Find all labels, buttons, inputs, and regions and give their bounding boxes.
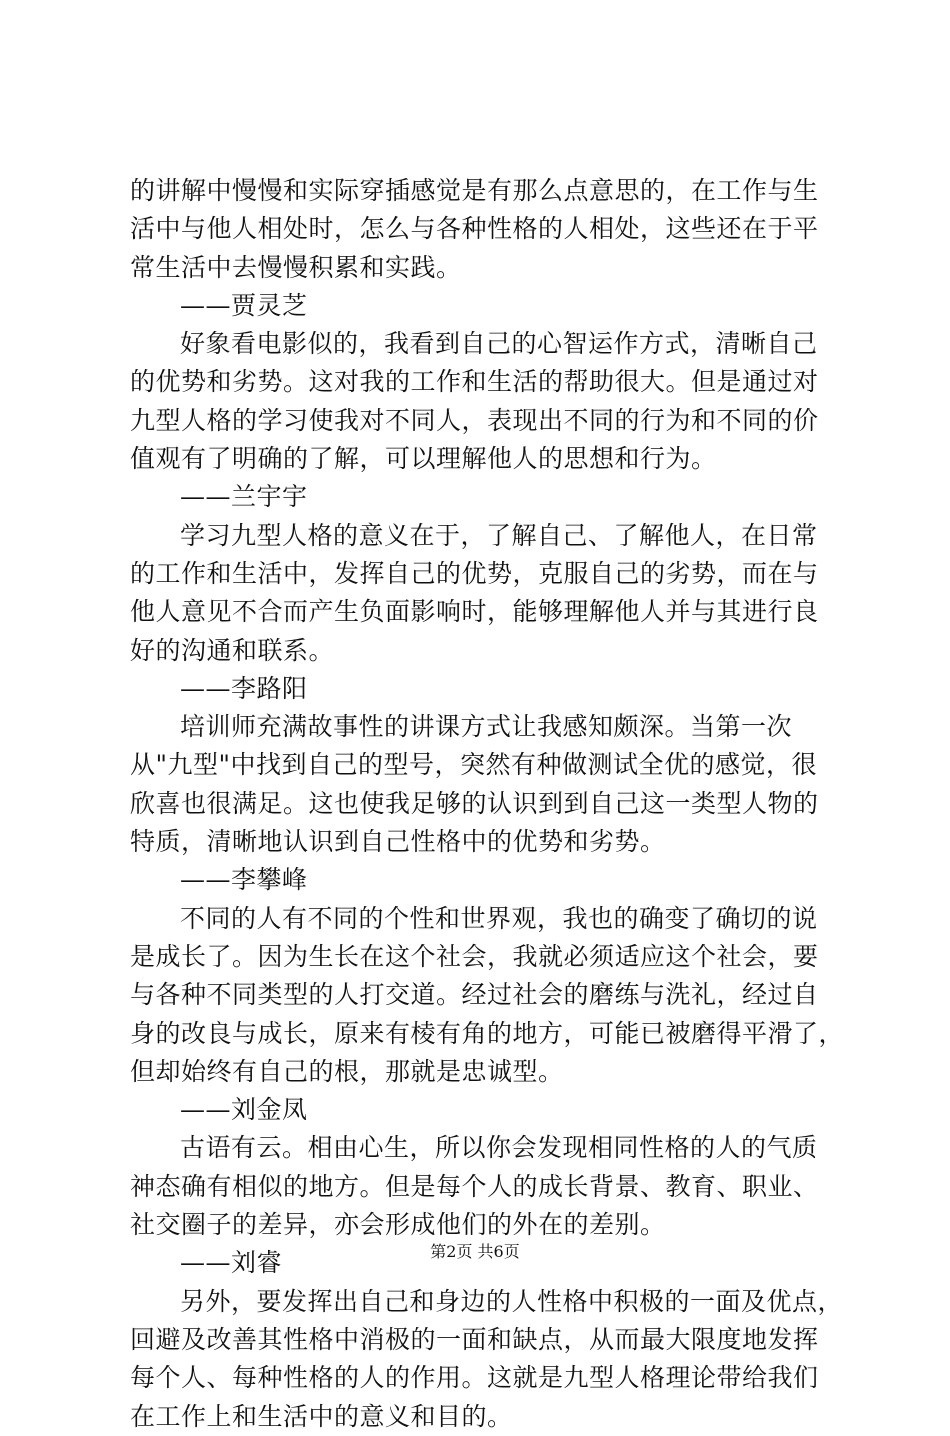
paragraph-first-line: 古语有云。相由心生，所以你会发现相同性格的人的气质 [180, 1133, 818, 1163]
signature-line: ——刘睿 [180, 1248, 283, 1278]
text-line: 的讲解中慢慢和实际穿插感觉是有那么点意思的，在工作与生 [130, 176, 819, 205]
text-line: 在工作上和生活中的意义和目的。 [130, 1401, 513, 1431]
paragraph-first-line: 不同的人有不同的个性和世界观，我也的确变了确切的说 [180, 903, 818, 933]
signature-line: ——李攀峰 [180, 865, 308, 895]
paragraph-first-line: 好象看电影似的，我看到自己的心智运作方式，清晰自己 [180, 329, 818, 359]
text-line: 的优势和劣势。这对我的工作和生活的帮助很大。但是通过对 [130, 367, 819, 397]
text-line: 欣喜也很满足。这也使我足够的认识到到自己这一类型人物的 [130, 788, 819, 818]
page-footer: 第2页 共6页 [430, 1242, 520, 1261]
text-line: 与各种不同类型的人打交道。经过社会的磨练与洗礼，经过自 [130, 980, 819, 1010]
text-line: 社交圈子的差异，亦会形成他们的外在的差别。 [130, 1210, 666, 1240]
text-line: 回避及改善其性格中消极的一面和缺点，从而最大限度地发挥 [130, 1324, 819, 1354]
text-line: 的工作和生活中，发挥自己的优势，克服自己的劣势，而在与 [130, 558, 819, 588]
text-line: 常生活中去慢慢积累和实践。 [130, 252, 462, 282]
text-line: 每个人、每种性格的人的作用。这就是九型人格理论带给我们 [130, 1363, 819, 1393]
paragraph-first-line: 学习九型人格的意义在于，了解自己、了解他人，在日常 [180, 520, 818, 550]
text-line: 活中与他人相处时，怎么与各种性格的人相处，这些还在于平 [130, 214, 819, 244]
signature-line: ——兰宇宇 [180, 482, 308, 512]
text-line: 特质，清晰地认识到自己性格中的优势和劣势。 [130, 827, 666, 857]
text-line: 身的改良与成长，原来有棱有角的地方，可能已被磨得平滑了， [130, 1018, 845, 1048]
text-line: 九型人格的学习使我对不同人，表现出不同的行为和不同的价 [130, 405, 819, 435]
text-line: 从"九型"中找到自己的型号，突然有种做测试全优的感觉，很 [130, 750, 818, 780]
text-line: 值观有了明确的了解，可以理解他人的思想和行为。 [130, 444, 717, 474]
text-line: 他人意见不合而产生负面影响时，能够理解他人并与其进行良 [130, 597, 819, 627]
text-line: 好的沟通和联系。 [130, 635, 335, 665]
signature-line: ——刘金凤 [180, 1095, 308, 1125]
text-line: 但却始终有自己的根，那就是忠诚型。 [130, 1056, 564, 1086]
text-line: 是成长了。因为生长在这个社会，我就必须适应这个社会，要 [130, 941, 819, 971]
paragraph-first-line: 另外，要发挥出自己和身边的人性格中积极的一面及优点， [180, 1286, 844, 1316]
text-line: 神态确有相似的地方。但是每个人的成长背景、教育、职业、 [130, 1171, 819, 1201]
paragraph-first-line: 培训师充满故事性的讲课方式让我感知颇深。当第一次 [180, 712, 793, 742]
signature-line: ——贾灵芝 [180, 290, 308, 320]
signature-line: ——李路阳 [180, 673, 308, 703]
